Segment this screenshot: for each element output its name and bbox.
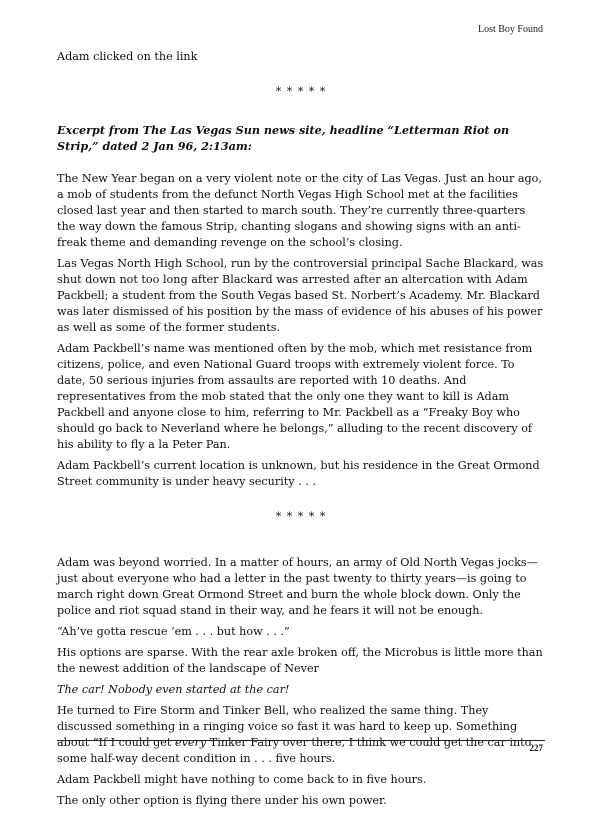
news-paragraph-2: Las Vegas North High School, run by the controversial principal Sache Blackard, was shut down not too long after Blackard was arrested after an altercation with Adam Packbell; a student from the South Vegas based St. Norbert’s Academy. Mr. Blackard was later dismissed of his position by the mass of evidence of his abuses of his power as well as some of the former students. <box>57 257 544 334</box>
story-paragraph-4: The car! Nobody even started at the car! <box>57 683 290 696</box>
emphasis-word: every <box>174 736 207 749</box>
news-paragraph-4: Adam Packbell’s current location is unknown, but his residence in the Great Ormond Street community is under heavy security . . . <box>57 459 540 488</box>
story-paragraph-3: His options are sparse. With the rear axle broken off, the Microbus is little more than the newest addition of the landscape of Never <box>57 646 543 675</box>
story-paragraph-5-end: Tinker Fairy over there, I think we could get the car into some half-way decent condition in . . . five hours. <box>57 736 532 765</box>
story-paragraph-5-start: He turned to Fire Storm and Tinker Bell, who realized the same thing. They discussed something in a ringing voice so fast it was hard to keep up. Something about “If I could get <box>57 704 518 749</box>
section-separator: * * * * * <box>275 510 327 523</box>
footer-rule <box>57 740 545 741</box>
running-header: Lost Boy Found <box>477 24 543 35</box>
story-paragraph-1: Adam was beyond worried. In a matter of hours, an army of Old North Vegas jocks—just about everyone who had a letter in the past twenty to thirty years—is going to march right down Great Ormond Street and burn the whole block down. Only the police and riot squad stand in their way, and he fears it will not be enough. <box>57 556 538 617</box>
news-paragraph-3: Adam Packbell’s name was mentioned often by the mob, which met resistance from citizens, police, and even National Guard troops with extremely violent force. To date, 50 serious injuries from assaults are reported with 10 deaths. And representatives from the mob stated that the only one they want to kill is Adam Packbell and anyone close to him, referring to Mr. Packbell as a “Freaky Boy who should go back to Neverland where he belongs,” alluding to the recent discovery of his ability to fly a la Peter Pan. <box>57 342 533 451</box>
news-paragraph-1: The New Year began on a very violent note or the city of Las Vegas. Just an hour ago, a mob of students from the defunct North Vegas High School met at the facilities closed last year and then started to march south. They’re currently three-quarters the way down the famous Strip, chanting slogans and showing signs with an anti-freak theme and demanding revenge on the school’s closing. <box>57 172 542 249</box>
story-paragraph-6: Adam Packbell might have nothing to come back to in five hours. <box>57 773 427 786</box>
section-separator: * * * * * <box>275 85 327 98</box>
story-paragraph-5 <box>57 703 545 767</box>
intro-paragraph: Adam clicked on the link <box>57 50 198 63</box>
page-body <box>57 49 545 814</box>
page-number: 227 <box>529 743 543 753</box>
story-paragraph-7: The only other option is flying there under his own power. <box>57 794 387 807</box>
excerpt-heading: Excerpt from The Las Vegas Sun news site, headline “Letterman Riot on Strip,” dated 2 Jan 96, 2:13am: <box>57 123 510 153</box>
story-paragraph-2: “Ah’ve gotta rescue ’em . . . but how . . .” <box>57 625 290 638</box>
